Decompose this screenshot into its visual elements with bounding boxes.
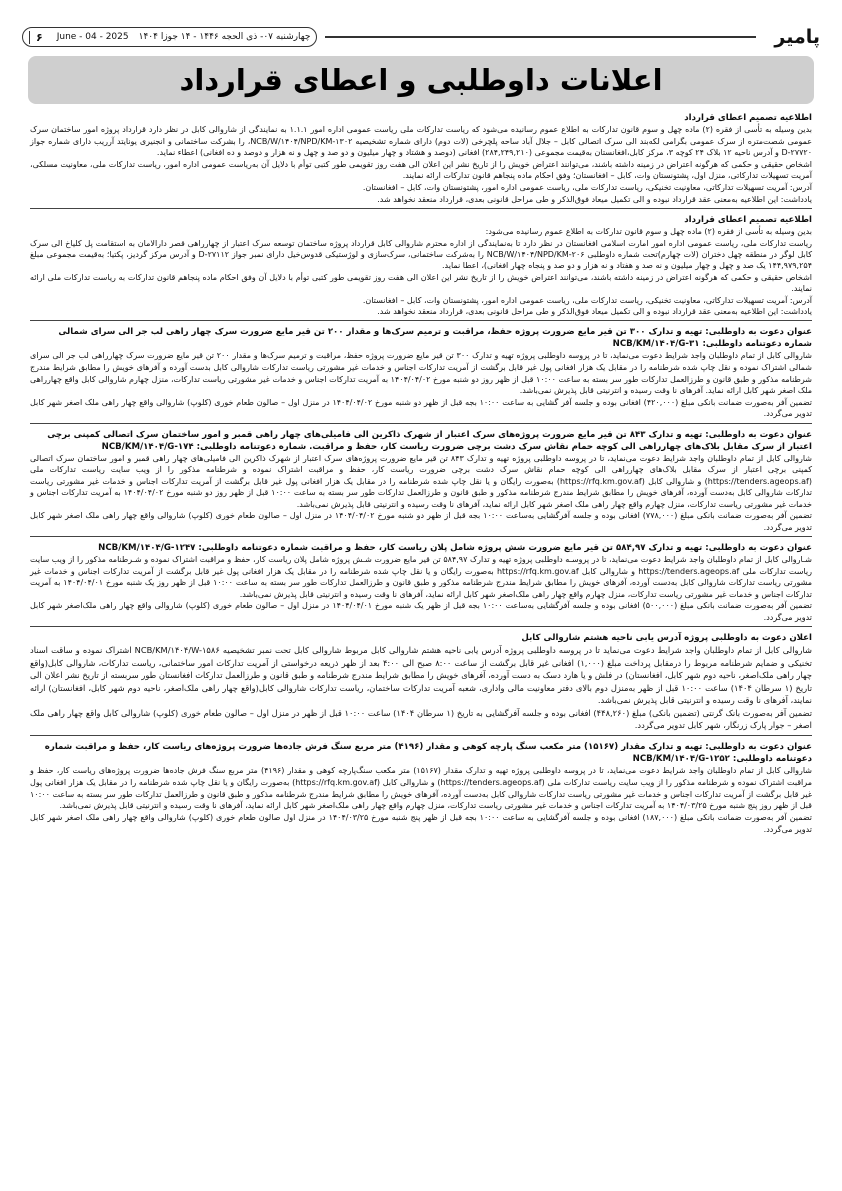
date-box xyxy=(22,27,317,47)
announcement-paragraph: شاروالی کابل از تمام داوطلبان واجد شرایط دعوت می‌نماید، تا در پروسه داوطلبی پروژه تهیه و تدارک ۸۴۳ تن قیر مایع ضرورت پروژه‌های سرک اعتبار از شهرک ذاکرین الی فامیلی‌های چهار راهی قمبر و امور ساختمان سرک اتصالی کمپنی برچی اعتبار از سرک مقابل بلاک‌های چهارراهی الی کوچه حمام نقاش سرک دشت برچی ضرورت ریاست کار، حفظ و مراقبت اشتراک نموده و شرطنامه مذکور را از ویب سایت ریاست تدارکات ملی (https://tenders.ageops.af) و شاروالی کابل (https://rfq.km.gov.af) به‌صورت رایگان و یا نقل چاپ شده شرطنامه را در مقابل یک هزار افغانی پول غیر قابل برگشت از آمریت تدارکات اجناس و خدمات غیر مشورتی ریاست تدارکات شاروالی کابل به‌دست آورده، آفرهای خویش را مطابق شرایط مندرج شرطنامه مذکور و طبق قانون و طرزالعمل تدارکات طور سر بسته به ساعت ۱۰:۰۰ قبل از ظهر روز دو شنبه مورخ ۱۴۰۴/۰۴/۰۲ به آمریت تدارکات اجناس و خدمات غیر مشورتی ریاست تدارکات، منزل چهارم واقع چهار راهی ملک اصغر شهر کابل ارائه نماید، آفرهای نا وقت رسیده و انترنیتی قابل پذیرش نمی‌باشد. xyxy=(30,453,812,509)
page-header xyxy=(22,26,820,48)
announcement-paragraph: شاروالی کابل از تمام داوطلبان واجد شرایط دعوت می‌نماید، تا در پروسه داوطلبی پروژه تهیه و تدارک ۳۰۰ تن قیر مایع ضرورت پروژه حفظ، مراقبت و ترمیم سرک‌ها و مقدار ۲۰۰ تن قیر مایع ضرورت سرک چهارراهی لب جر الی سرای شمالی اشتراک نموده و نقل چاپ شده شرطنامه را در مقابل یک هزار افغانی پول غیر قابل برگشت از آمریت تدارکات اجناس و خدمات غیر مشورتی ریاست تدارکات شاروالی کابل بدست آورده و آفرهای خویش را مطابق شرایط مندرج شرطنامه مذکور و طبق قانون و طرزالعمل تدارکات طور سر بسته به ساعت ۱۰:۰۰ قبل از ظهر روز دو شنبه مورخ ۱۴۰۴/۰۴/۰۲ به آمریت تدارکات اجناس و خدمات غیر مشورتی ریاست تدارکات، منزل چهارم شاروالی کابل واقع چهارراهی ملک اصغر شهر کابل ارائه نماید. آفرهای نا وقت رسیده و انترنیتی قابل پذیرش نمی‌باشد. xyxy=(30,351,813,396)
announcement xyxy=(30,212,812,321)
newspaper-logo: پامیر xyxy=(774,26,820,48)
announcement-title: اطلاعیه تصمیم اعطای قرارداد xyxy=(684,215,812,226)
announcement-title: عنوان دعوت به داوطلبی: تهیه و تدارک ۳۰۰ تن قیر مایع ضرورت پروژه حفظ، مراقبت و ترمیم سرک‌ها و مقدار ۲۰۰ تن قیر مایع ضرورت سرک چهار راهی لب جر الی سرای شمالی شماره دعوتنامه داوطلبی: NCB/KM/۱۴۰۴/G-۳۱ xyxy=(58,327,812,350)
section-banner xyxy=(28,56,814,104)
announcement xyxy=(30,630,812,736)
announcement-paragraph: تضمین آفر به‌صورت ضمانت بانکی مبلغ (۴۲۰,۰۰۰) افغانی بوده و جلسه آفر گشایی به ساعت ۱۰:۰۰ بجه قبل از ظهر دو شنبه مورخ ۱۴۰۴/۰۴/۰۲ در منزل اول – صالون طعام خوری (کلوپ) شاروالی واقع چهار راهی ملک اصغر شهر کابل تدویر می‌گردد. xyxy=(30,397,812,419)
page-number: ۶ xyxy=(29,31,47,44)
announcement-title: اعلان دعوت به داوطلبی پروژه آدرس یابی ناحیه هشتم شاروالی کابل xyxy=(521,632,812,643)
announcement-paragraph: تضمین آفر به‌صورت ضمانت بانکی مبلغ (۵۰۰,۰۰۰) افغانی بوده و جلسه آفرگشایی به‌ساعت ۱۰:۰۰ بجه قبل از ظهر یک شنبه مورخ ۱۴۰۴/۰۴/۰۱ در منزل اول – صالون طعام خوری (کلوپ) شاروالی واقع چهار راهی ملک‌اصغر شهر کابل تدویر می‌گردد. xyxy=(30,601,812,622)
announcement-paragraph: یادداشت: این اطلاعیه به‌معنی عقد قرارداد نبوده و الی تکمیل میعاد فوق‌الذکر و طی مراحل قانونی بعدی، قرارداد منعقد نخواهد شد. xyxy=(377,194,812,204)
announcement xyxy=(30,427,812,538)
announcement-title: اطلاعیه تصمیم اعطای قرارداد xyxy=(684,113,812,123)
announcement-paragraph: اشخاص حقیقی و حکمی که هرگونه اعتراض در زمینه داشته باشند، می‌توانند اعتراض خویش را از تاریخ نشر این اعلان الی هفت روز تقویمی طور کتبی توأم با دلایل آن وفق احکام ماده پنجاهم قانون تدارکات به ریاست تدارکات ملی ارائه نمایند. xyxy=(30,272,812,294)
announcement-paragraph: تضمین آفر به‌صورت ضمانت بانکی مبلغ (۷۷۸,۰۰۰) افغانی بوده و جلسه آفرگشایی به‌ساعت ۱۰:۰۰ بجه قبل از ظهر دو شنبه مورخ ۱۴۰۴/۰۴/۰۲ در منزل اول – صالون طعام خوری (کلوپ) شاروالی واقع چهار راهی ملک اصغر شهر کابل تدویر می‌گردد. xyxy=(30,511,812,532)
announcement xyxy=(30,739,812,839)
announcement-paragraph: اشخاص حقیقی و حکمی که هرگونه اعتراض در زمینه داشته باشند، می‌توانند اعتراض خویش را از تاریخ نشر این اعلان الی هفت روز تقویمی طور کتبی توأم با دلایل آن به‌ریاست عمومی اداره امور، ریاست تدارکات ملی، معاونیت مسلکی، آمریت تسهیلات تدارکاتی، منزل اول، پشتونستان وات، کابل – افغانستان؛ وفق احکام ماده پنجاهم قانون تدارکات ارائه نمایند. xyxy=(30,159,812,181)
announcement-paragraph: تضمین آفر به‌صورت بانک گرنتی (تضمین بانکی) مبلغ (۴۴۸,۲۶۰) افغانی بوده و جلسه آفرگشایی به تاریخ (۱ سرطان ۱۴۰۴) ساعت ۱۰:۰۰ قبل از ظهر در منزل اول – صالون طعام خوری (کلوپ) شاروالی کابل واقع چهار راهی ملک اصغر – جوار پارک زرنگار، شهر کابل تدویر می‌گردد. xyxy=(30,707,813,731)
announcement-paragraph: شـاروالی کابل از تمام داوطلبان واجد شرایط دعوت می‌نماید، تا در پروسـه داوطلبی پروژه تهیه و تدارک ۵۸۴,۹۷ تن قیر مایع ضرورت شـش پروژه شامل پلان ریاست کار، حفظ و مراقبت اشتراک نموده و شـرطنامه مذکور را از ویب سایت ریاست تدارکات ملی https://tenders.ageops.af و شاروالی کابل https://rfq.km.gov.af به‌صورت رایگان و یا نقل چاپ شده شرطنامه را در مقابل یک هزار افغانی پول غیر قابل برگشت از آمریت تدارکات اجناس و خدمات غیر مشورتی ریاست تدارکات شاروالی کابل به‌دست آورده، آفرهای خویش را مطابق شرایط مندرج شرطنامه مذکور و طبق قانون و طرزالعمل تدارکات طور سر بسته به ساعت ۱۰:۰۰ قبل از ظهر روز یک شنبه مورخ ۱۴۰۴/۰۴/۰۱ به آمریت تدارکات اجناس و خدمات غیر مشورتی ریاست تدارکات، منزل چهارم واقع چهار راهی ملک‌اصغر شهر کابل ارائه نماید، آفرهای نا وقت رسیده و انترنیتی قابل پذیرش نمی‌باشد. xyxy=(30,555,813,599)
banner-title: اعلانات داوطلبی و اعطای قرارداد xyxy=(179,63,663,97)
date-english: June - 04 - 2025 xyxy=(56,32,129,42)
announcement-paragraph: شاروالی کابل از تمام داوطلبان واجد شرایط دعوت می‌نماید تا در پروسه داوطلبی پروژه آدرس یابی ناحیه هشتم شاروالی کابل مربوط شاروالی کابل تحت نمبر تشخیصیه NCB/KM/۱۴۰۴/W-۱۵۸۶ اشتراک نموده و ساقت اسناد تخنیکی و ضمایم شرطنامه مربوط را درمقابل پرداخت مبلغ (۱,۰۰۰) افغانی غیر قابل برگشت از ساعت ۸:۰۰ صبح الی ۴:۰۰ بعد از ظهر ذریعه درخواستی از آمریت تدارکات امور ساختمانی، ریاست تدارکات، شاروالی کابل(واقع چهار راهی ملک‌اصغر، ناحیه دوم شهر کابل، افغانستان) در فلش و یا هارد دسک به دست آورده، آفرهای خویش را مطابق شرایط مندرج شرطنامه و طبق قانون و طرزالعمل تدارکات افغانستان طور سربسته از تاریخ نشر اعلان الی تاریخ (۱ سرطان ۱۴۰۴) ساعت ۱۰:۰۰ قبل از ظهر به‌منزل دوم بالای دفتر معاونیت مالی واداری، شعبه آمریت تدارکات ساختمان، ریاست تدارکات شاروالی کابل(واقع چهار راهی ملک‌اصغر، ناحیه دوم شهر کابل، افغانستان) ارائه نمایند، آفرهای نا وقت رسیده و انترنیتی قابل پذیرش نمی‌باشد. xyxy=(30,644,813,706)
header-rule xyxy=(325,36,756,38)
announcement-title: عنوان دعوت به داوطلبی: تهیه و تدارک ۸۴۳ تن قیر مایع ضرورت پروژه‌های سرک اعتبار از شهرک ذاکرین الی فامیلی‌های چهار راهی قمبر و امور ساختمان سرک اتصالی کمپنی برچی اعتبار از سرک مقابل بلاک‌های چهارراهی الی کوچه حمام نقاش سرک دشت برچی ضرورت ریاست کار، حفظ و مراقبت. شماره دعوتنامه داوطلبی: NCB/KM/۱۴۰۴/G-۱۷۴ xyxy=(47,429,812,452)
announcement xyxy=(30,110,812,209)
announcement-paragraph: شاروالی کابل از تمام داوطلبان واجد شرایط دعوت می‌نماید، تا در پروسه داوطلبی پروژه تهیه و تدارک مقدار (۱۵۱۶۷) متر مکعب سنگ‌پارچه کوهی و مقدار (۴۱۹۶) متر مربع سنگ فرش جاده‌ها ضرورت پروژه‌های ریاست کار، حفظ و مراقبت اشتراک نموده و شرطنامه مذکور را از ویب سایت ریاست تدارکات ملی (https://tenders.ageops.af) و شاروالی کابل (https://rfq.km.gov.af) به‌صورت رایگان و یا نقل چاپ شده شرطنامه را در مقابل یک هزار افغانی پول غیر قابل برگشت از آمریت تدارکات اجناس و خدمات غیر مشورتی ریاست تدارکات شاروالی کابل به‌دست آورده، آفرهای خویش را مطابق شرایط مندرج شرطنامه مذکور و طبق قانون و طرزالعمل تدارکات طور سر بسته به ساعت ۱۰:۰۰ قبل از ظهر روز پنج شنبه مورخ ۱۴۰۴/۰۳/۲۵ به آمریت تدارکات اجناس و خدمات غیر مشورتی ریاست تدارکات، منزل چهارم واقع چهار راهی ملک‌اصغر شهر کابل ارائه نماید، آفرهای نا وقت رسیده و انترنیتی قابل پذیرش نمی‌باشد. xyxy=(30,766,812,811)
announcement-title: عنوان دعوت به داوطلبی: تهیه و تدارک مقدار (۱۵۱۶۷) متر مکعب سنگ پارچه کوهی و مقدار (۴۱۹۶) متر مربع سنگ فرش جاده‌ها ضرورت پروژه‌های ریاست کار، حفظ و مراقبت شماره دعوتنامه داوطلبی: NCB/KM/۱۴۰۴/G-۱۲۵۲ xyxy=(44,742,812,765)
announcement-paragraph: ریاست تدارکات ملی، ریاست عمومی اداره امور امارت اسلامی افغانستان در نظر دارد تا به‌نمایندگی از اداره محترم شاروالی کابل قرارداد پروژه ساختمان توسعه سرک اعتبار از چهارراهی قصر دارالامان به استقامت پل کلیاخ الی سرک کابل لوگر در منطقه چهل دختران (لات چهارم)تحت شماره داوطلبی NCB/W/۱۴۰۴/NPD/KM-۲۰۶ را به‌شرکت ساختمانی، سرک‌سازی و لوژستیکی قدوس‌خیل دارای نمبر جواز D-۲۷۱۱۲ و آدرس مرکز گردیز، پکتیا؛ به‌قیمت مجموعی مبلغ ۱۴۴,۹۷۹,۲۵۴ یک صد و چهل و چهار میلیون و نه صد و هفتاد و نه هزار و دو صد و پنجاه چهار افغانی)، اعطا نماید. xyxy=(30,238,813,271)
announcement xyxy=(30,324,812,424)
announcement-paragraph: یادداشت: این اطلاعیه به‌معنی عقد قرارداد نبوده و الی تکمیل میعاد فوق‌الذکر و طی مراحل قانونی بعدی، قرارداد منعقد نخواهد شد. xyxy=(377,307,812,316)
date-persian: چهارشنبه ۰۷- ذی الحجه ۱۴۴۶ - ۱۴ جوزا ۱۴۰۴ xyxy=(138,32,311,42)
announcements xyxy=(30,110,812,1185)
announcement-title: عنوان دعوت به داوطلبی: تهیه و تدارک ۵۸۴,۹۷ تن قیر مایع ضرورت شش پروژه شامل پلان ریاست کار، حفظ و مراقبت شماره دعوتنامه داوطلبی: NCB/KM/۱۴۰۴/G-۱۲۴۷ xyxy=(98,543,812,554)
announcement-paragraph: بدین وسیله به تأسی از فقره (۲) ماده چهل و سوم قانون تدارکات به اطلاع عموم رسانیده می‌شود: xyxy=(485,227,812,237)
announcement-paragraph: تضمین آفر به‌صورت ضمانت بانکی مبلغ (۱۸۷,۰۰۰) افغانی بوده و جلسه آفرگشایی به ساعت ۱۰:۰۰ بجه قبل از ظهر پنج شنبه مورخ ۱۴۰۴/۰۳/۲۵ در منزل اول صالون طعام خوری (کلوپ) شاروالی واقع چهار راهی ملک اصغر شهر کابل تدویر می‌گردد. xyxy=(30,813,812,835)
announcement-paragraph: آدرس: آمریت تسهیلات تدارکاتی، معاونیت تخنیکی، ریاست تدارکات ملی، ریاست عمومی اداره امور، پشتونستان وات، کابل – افغانستان. xyxy=(362,295,812,305)
announcement xyxy=(30,540,812,626)
announcement-paragraph: بدین وسیله به تأسی از فقره (۲) ماده چهل و سوم قانون تدارکات به اطلاع عموم رسانیده می‌شود که ریاست تدارکات ملی ریاست عمومی اداره امور ۱.۱.۱ به نمایندگی از شاروالی کابل در نظر دارد قرارداد پروژه امور ساختمان سرک عمومی شصت‌متره از سرک عمومی بگرامی لکه‌بند الی سرک اتصالی کابل – جلال آباد ساحه پلچرخی (لات دوم) دارای شماره تشخیصیه NCB/W/۱۴۰۴/NPD/KM-۱۳۰۲، را بشرکت ساختمانی و انجنیری یونایتد آرریب دارای شماره جواز D-۲۷۷۲۰ و آدرس ناحیه ۱۲ بلاک ۲۴ کوچه ۳، مرکز کابل،افغانستان به‌قیمت مجموعی (۲۸۴,۲۴۹,۲۱۰) افغانی (دوصد و هشتاد و چهار میلیون و دو صد و چهل و نه هزار و دوصد و ده افغانی) اعطاء نماید. xyxy=(30,125,813,158)
announcement-paragraph: آدرس: آمریت تسهیلات تدارکاتی، معاونیت تخنیکی، ریاست تدارکات ملی، ریاست عمومی اداره امور، پشتونستان وات، کابل – افغانستان. xyxy=(362,182,812,192)
